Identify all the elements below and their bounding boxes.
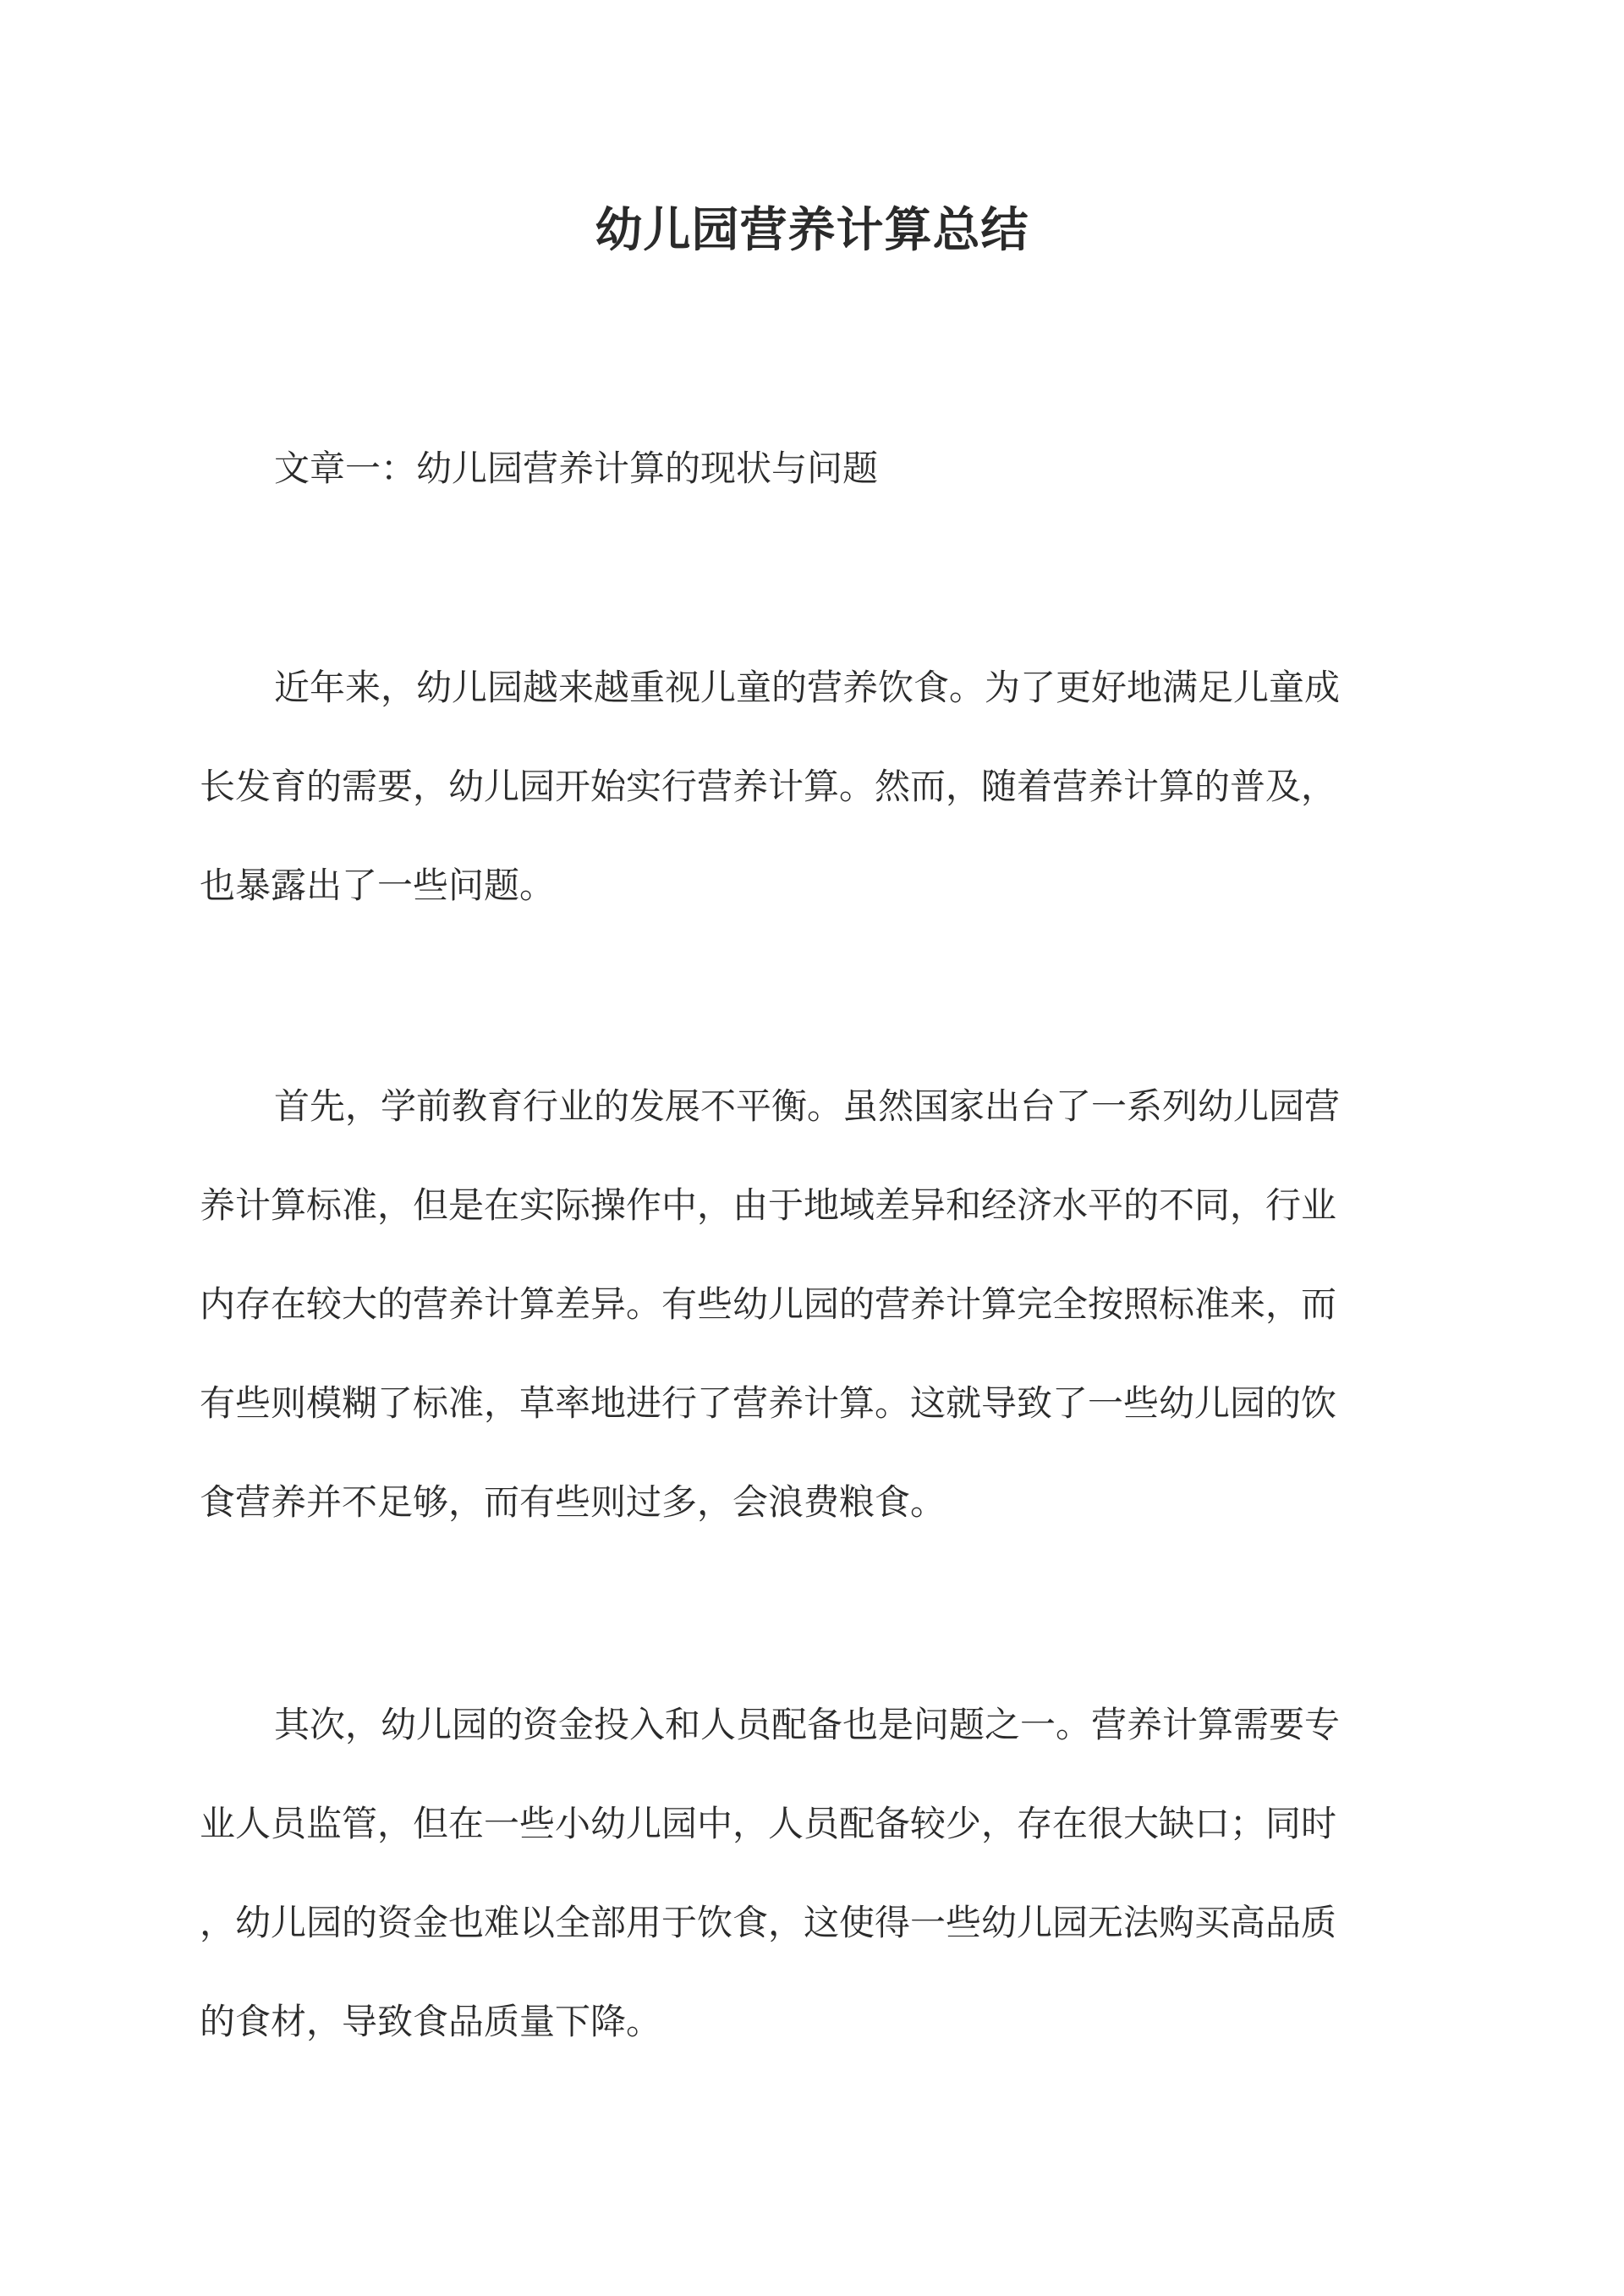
paragraph-line: 近年来，幼儿园越来越重视儿童的营养饮食。为了更好地满足儿童成 [274,667,1341,708]
subheading-text: 文章一：幼儿园营养计算的现状与问题 [274,448,879,489]
paragraph-line: 有些则模糊了标准，草率地进行了营养计算。这就导致了一些幼儿园的饮 [200,1382,1337,1424]
paragraph-3 [200,1675,1426,2071]
paragraph-line: 首先，学前教育行业的发展不平衡。虽然国家出台了一系列幼儿园营 [274,1085,1341,1127]
paragraph-line: 业人员监管，但在一些小幼儿园中，人员配备较少，存在很大缺口；同时 [200,1803,1337,1844]
paragraph-line: 养计算标准，但是在实际操作中，由于地域差异和经济水平的不同，行业 [200,1184,1337,1226]
paragraph-line: 的食材，导致食品质量下降。 [200,2001,662,2042]
paragraph-line: 食营养并不足够，而有些则过多，会浪费粮食。 [200,1481,946,1523]
paragraph-line: 也暴露出了一些问题。 [200,865,556,906]
article-subheading [200,419,1426,518]
paragraph-line: ，幼儿园的资金也难以全部用于饮食，这使得一些幼儿园无法购买高品质 [200,1902,1337,1943]
paragraph-2 [200,1057,1426,1552]
document-title: 幼儿园营养计算总结 [595,202,1029,258]
paragraph-line: 长发育的需要，幼儿园开始实行营养计算。然而，随着营养计算的普及， [200,766,1337,807]
paragraph-1 [200,638,1426,935]
paragraph-line: 内存在较大的营养计算差异。有些幼儿园的营养计算完全按照标准来，而 [200,1283,1337,1325]
paragraph-line: 其次，幼儿园的资金投入和人员配备也是问题之一。营养计算需要专 [274,1704,1341,1745]
